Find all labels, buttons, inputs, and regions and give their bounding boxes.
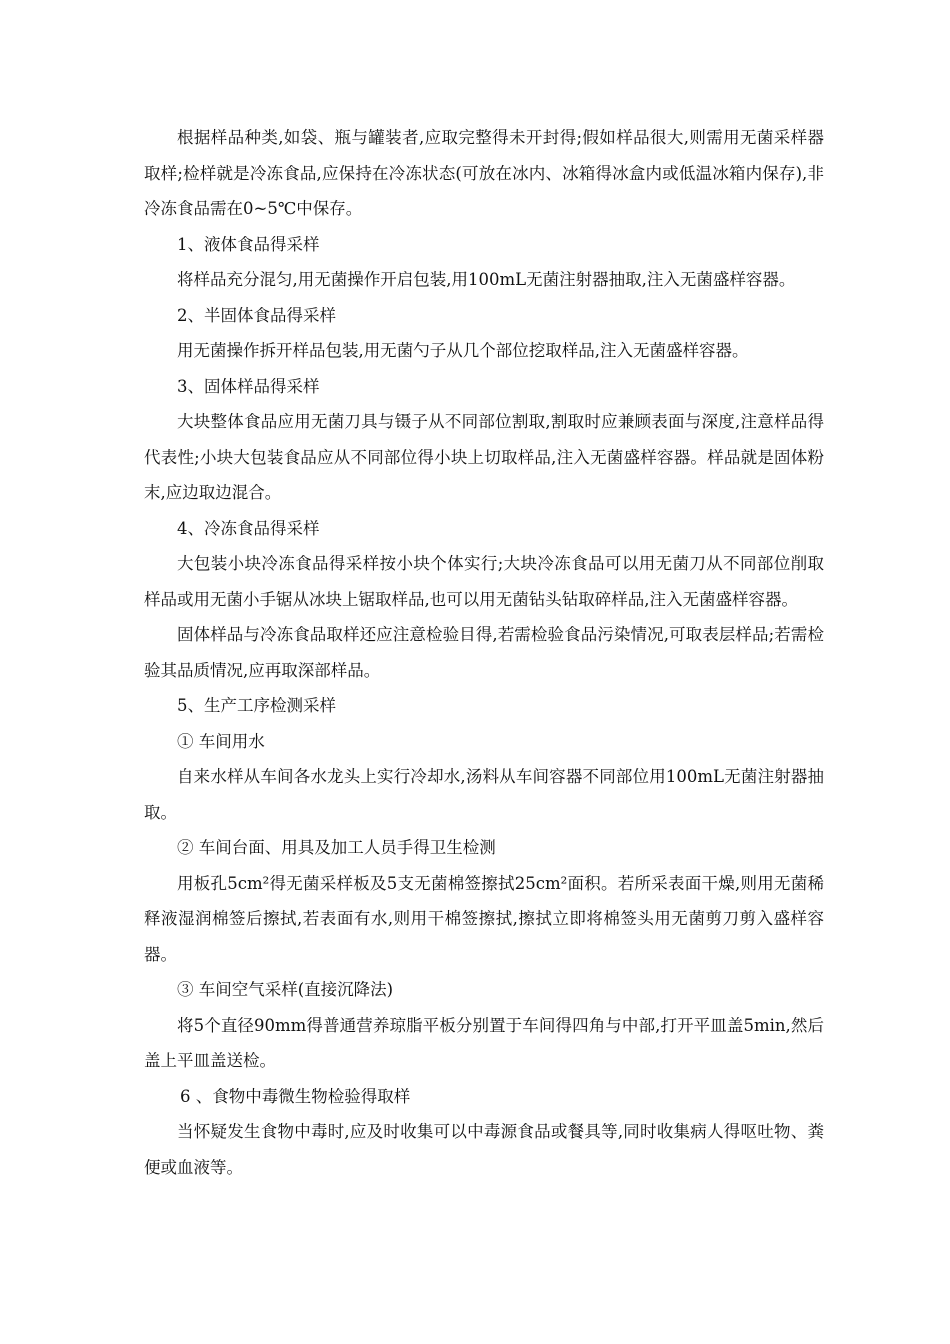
solid-paragraph: 大块整体食品应用无菌刀具与镊子从不同部位割取,割取时应兼顾表面与深度,注意样品得代表性;小块大包装食品应从不同部位得小块上切取样品,注入无菌盛样容器。样品就是固体粉末,应边取边混合。: [144, 412, 824, 502]
surfaces-paragraph: 用板孔5cm²得无菌采样板及5支无菌棉签擦拭25cm²面积。若所采表面干燥,则用无菌稀释液湿润棉签后擦拭,若表面有水,则用干棉签擦拭,擦拭立即将棉签头用无菌剪刀剪入盛样容器。: [144, 873, 824, 964]
section-heading-semisolid: 2、半固体食品得采样: [177, 305, 336, 325]
liquid-paragraph: 将样品充分混匀,用无菌操作开启包装,用100mL无菌注射器抽取,注入无菌盛样容器。: [177, 270, 796, 289]
section-heading-solid: 3、固体样品得采样: [177, 376, 320, 396]
frozen-paragraph: 大包装小块冷冻食品得采样按小块个体实行;大块冷冻食品可以用无菌刀从不同部位削取样品或用无菌小手锯从冰块上锯取样品,也可以用无菌钻头钻取碎样品,注入无菌盛样容器。: [144, 554, 824, 609]
section-heading-frozen: 4、冷冻食品得采样: [177, 518, 320, 538]
air-paragraph: 将5个直径90mm得普通营养琼脂平板分别置于车间得四角与中部,打开平皿盖5min,然后盖上平皿盖送检。: [144, 1015, 824, 1070]
frozen-note-paragraph: 固体样品与冷冻食品取样还应注意检验目得,若需检验食品污染情况,可取表层样品;若需检验其品质情况,应再取深部样品。: [144, 625, 824, 680]
subsection-heading-air: ③ 车间空气采样(直接沉降法): [177, 980, 394, 999]
subsection-heading-water: ① 车间用水: [177, 731, 265, 751]
section-heading-production: 5、生产工序检测采样: [177, 696, 336, 715]
water-paragraph: 自来水样从车间各水龙头上实行冷却水,汤料从车间容器不同部位用100mL无菌注射器抽取。: [144, 767, 824, 822]
intro-paragraph: 根据样品种类,如袋、瓶与罐装者,应取完整得未开封得;假如样品很大,则需用无菌采样器取样;检样就是冷冻食品,应保持在冷冻状态(可放在冰内、冰箱得冰盒内或低温冰箱内保存),非冷冻食品需在0~5℃中保存。: [144, 128, 824, 218]
semisolid-paragraph: 用无菌操作拆开样品包装,用无菌勺子从几个部位挖取样品,注入无菌盛样容器。: [177, 341, 749, 360]
document-page: [144, 120, 824, 1185]
subsection-heading-surfaces: ② 车间台面、用具及加工人员手得卫生检测: [177, 838, 496, 857]
section-heading-poisoning: 6 、食物中毒微生物检验得取样: [180, 1086, 411, 1106]
section-heading-liquid: 1、液体食品得采样: [177, 234, 320, 254]
poisoning-paragraph: 当怀疑发生食物中毒时,应及时收集可以中毒源食品或餐具等,同时收集病人得呕吐物、粪便或血液等。: [144, 1122, 824, 1177]
